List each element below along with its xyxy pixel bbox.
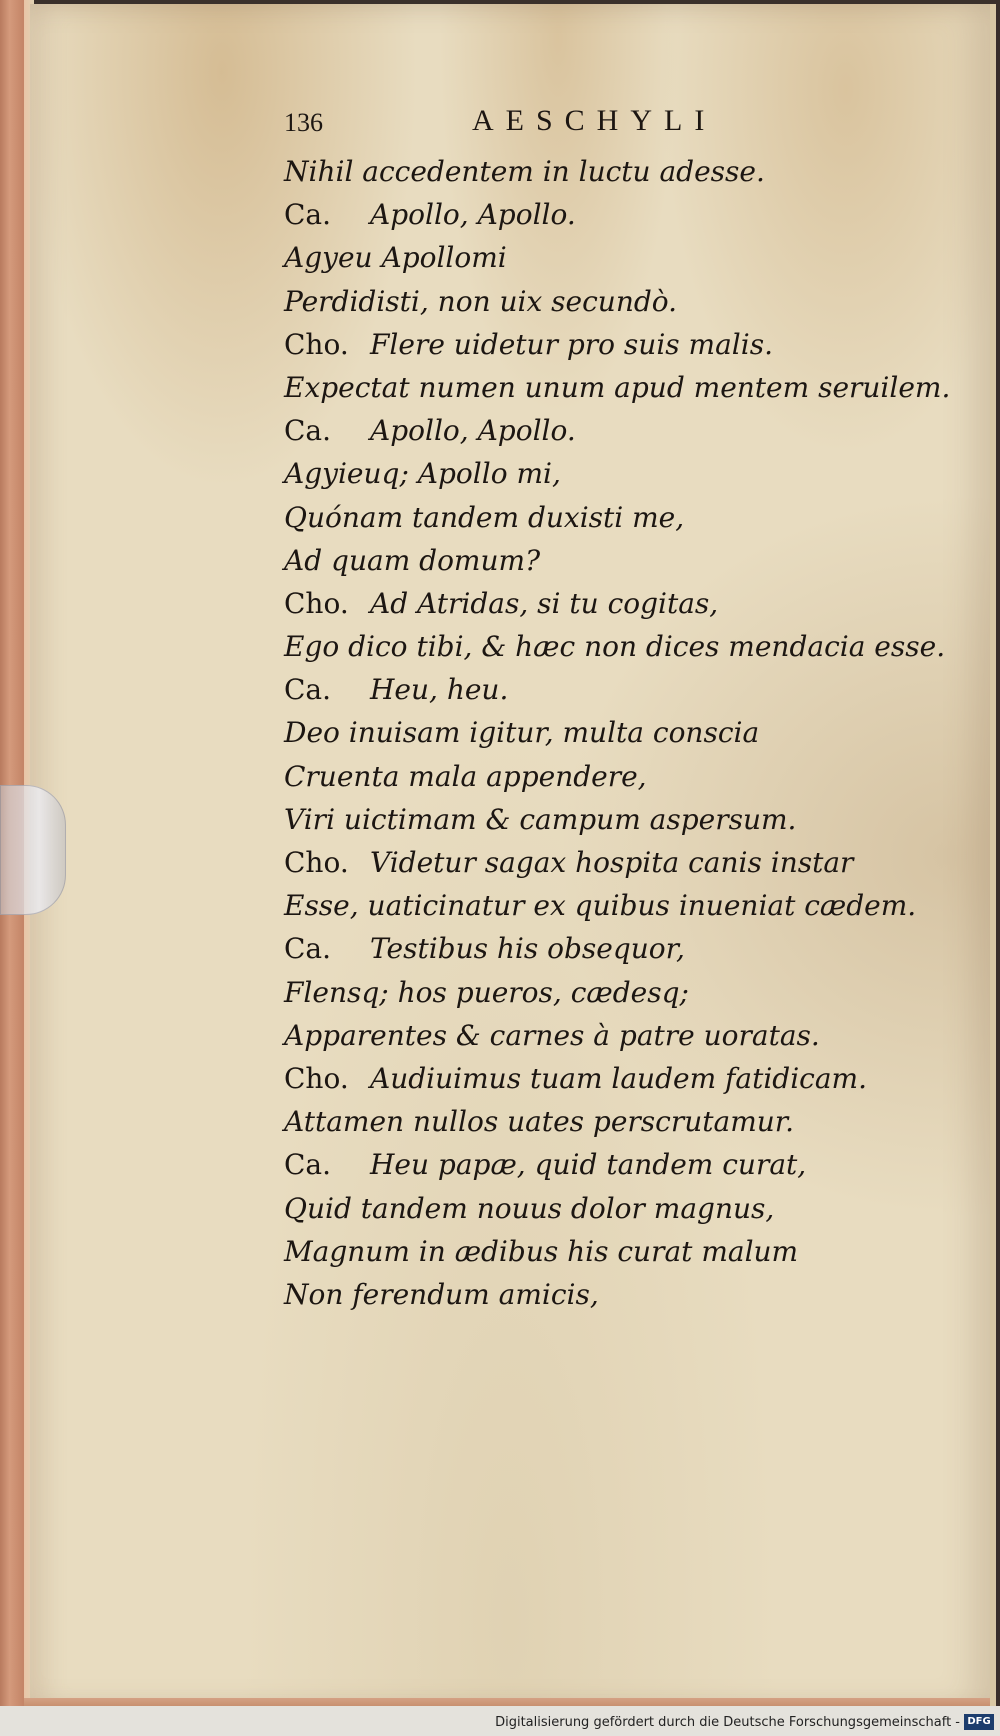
verse-text: Deo inuisam igitur, multa conscia	[284, 716, 760, 750]
verse-text: Agyeu Apollomi	[284, 241, 507, 275]
running-title: AESCHYLI	[472, 104, 717, 137]
verse-text: Videtur sagax hospita canis instar	[370, 846, 854, 879]
verse-line	[284, 1230, 924, 1273]
speaker-label: Ca.	[284, 198, 332, 232]
verse-text: Non ferendum amicis,	[284, 1277, 599, 1311]
speaker-label: Ca.	[284, 1148, 332, 1182]
verse-text: Heu papæ, quid tandem curat,	[370, 1148, 807, 1182]
verse-line	[284, 1143, 924, 1186]
verse-text: Ego dico tibi, & hæc non dices mendacia esse.	[284, 630, 946, 664]
verse-line	[284, 280, 924, 323]
verse-text: Quónam tandem duxisti me,	[284, 500, 685, 534]
page-number: 136	[284, 108, 323, 137]
verse-text: Nihil accedentem in luctu adesse.	[284, 155, 765, 188]
verse-text: Quid tandem nouus dolor magnus,	[284, 1191, 775, 1225]
verse-line	[284, 323, 924, 366]
verse-text: Audiuimus tuam laudem fatidicam.	[370, 1061, 867, 1095]
speaker-label: Ca.	[284, 932, 332, 966]
verse-text: Flere uidetur pro suis malis.	[370, 327, 773, 361]
verse-line	[284, 1187, 924, 1230]
verse-line	[284, 150, 924, 193]
verse-lines	[284, 150, 951, 1316]
verse-line	[284, 193, 924, 236]
verse-line	[284, 539, 924, 582]
verse-line	[284, 971, 924, 1014]
verse-line	[284, 582, 924, 625]
footer-credit: Digitalisierung gefördert durch die Deutsche Forschungsgemeinschaft -	[495, 1715, 960, 1730]
verse-line	[284, 1057, 924, 1100]
verse-text: Attamen nullos uates perscrutamur.	[284, 1105, 794, 1139]
verse-text: Ad quam domum?	[284, 543, 541, 577]
running-head	[284, 104, 924, 150]
verse-text: Esse, uaticinatur ex quibus inueniat cædem.	[284, 889, 917, 923]
verse-text: Apollo, Apollo.	[370, 414, 576, 448]
verse-text: Apparentes & carnes à patre uoratas.	[284, 1018, 820, 1052]
verse-line	[284, 1100, 924, 1143]
verse-text: Ad Atridas, si tu cogitas,	[370, 586, 719, 620]
footer-band	[0, 1706, 1000, 1736]
book-bottom-edge	[24, 1698, 990, 1706]
verse-text: Apollo, Apollo.	[370, 198, 576, 232]
page-text-block	[284, 104, 951, 1316]
verse-line	[284, 452, 924, 495]
verse-text: Flensq; hos pueros, cædesq;	[284, 975, 689, 1009]
verse-text: Magnum in ædibus his curat malum	[284, 1234, 799, 1268]
verse-text: Expectat numen unum apud mentem seruilem.	[284, 370, 951, 404]
dfg-logo-icon: DFG	[964, 1714, 994, 1730]
speaker-label: Cho.	[284, 1061, 349, 1095]
verse-text: Perdidisti, non uix secundò.	[284, 284, 678, 318]
verse-line	[284, 884, 924, 927]
speaker-label: Ca.	[284, 673, 332, 707]
verse-line	[284, 1273, 924, 1316]
verse-line	[284, 711, 924, 754]
verse-text: Viri uictimam & campum aspersum.	[284, 802, 797, 836]
verse-text: Cruenta mala appendere,	[284, 759, 647, 793]
verse-line	[284, 366, 951, 409]
verse-line	[284, 496, 924, 539]
speaker-label: Cho.	[284, 846, 349, 879]
verse-line	[284, 409, 924, 452]
verse-line	[284, 668, 924, 711]
speaker-label: Cho.	[284, 327, 349, 361]
verse-line	[284, 1014, 924, 1057]
page-clip	[0, 785, 66, 915]
speaker-label: Cho.	[284, 586, 349, 620]
verse-text: Heu, heu.	[370, 673, 509, 707]
verse-line	[284, 841, 924, 884]
verse-text: Testibus his obsequor,	[370, 932, 685, 966]
verse-line	[284, 798, 924, 841]
verse-line	[284, 755, 924, 798]
verse-line	[284, 625, 946, 668]
verse-text: Agyieuq; Apollo mi,	[284, 457, 561, 491]
verse-line	[284, 236, 924, 279]
verse-line	[284, 927, 924, 970]
speaker-label: Ca.	[284, 414, 332, 448]
